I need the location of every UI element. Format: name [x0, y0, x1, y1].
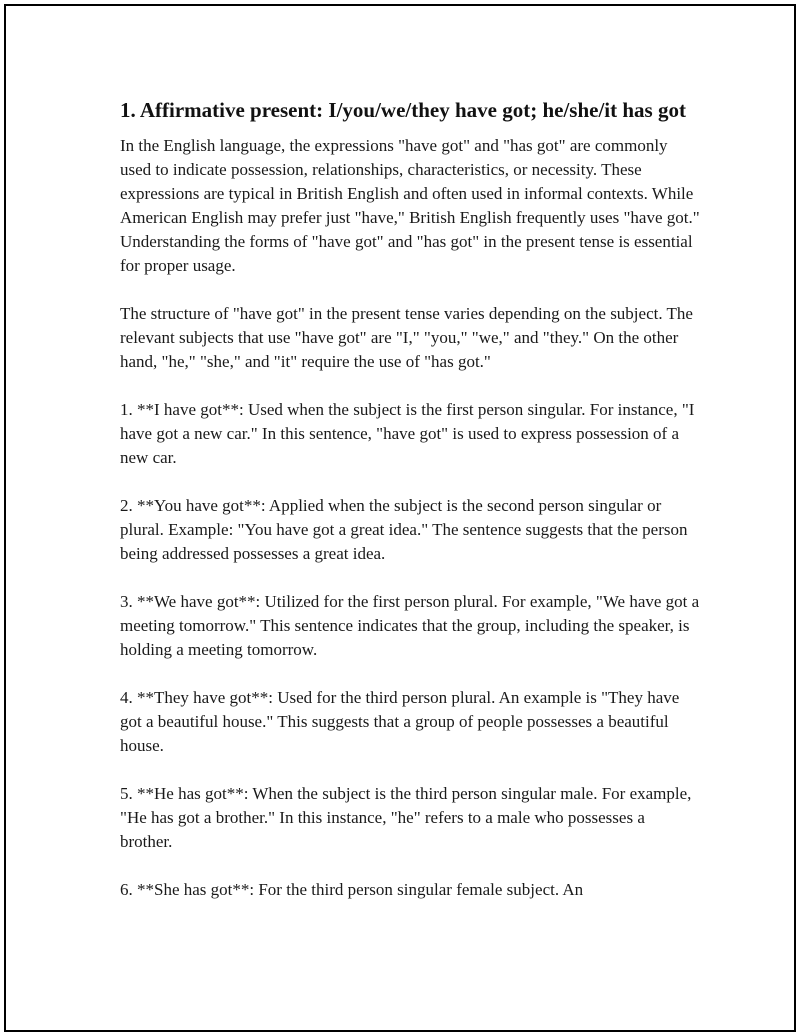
- list-item-we-have-got: 3. **We have got**: Utilized for the first person plural. For example, "We have got a meeting tomorrow." This sentence indicates that the group, including the speaker, is holding a meeting tomorrow.: [120, 592, 700, 659]
- section-heading: 1. Affirmative present: I/you/we/they have got; he/she/it has got: [120, 98, 686, 122]
- paragraph-structure: The structure of "have got" in the present tense varies depending on the subject. The relevant subjects that use "have got" are "I," "you," "we," and "they." On the other hand, "he," "she," and "it" require the use of "has got.": [120, 304, 693, 371]
- document-body: [120, 96, 700, 926]
- list-item-they-have-got: 4. **They have got**: Used for the third person plural. An example is "They have got a beautiful house." This suggests that a group of people possesses a beautiful house.: [120, 688, 680, 755]
- list-item-you-have-got: 2. **You have got**: Applied when the subject is the second person singular or plural. Example: "You have got a great idea." The sentence suggests that the person being addressed possesses a great idea.: [120, 496, 688, 563]
- list-item-she-has-got: 6. **She has got**: For the third person singular female subject. An: [120, 880, 584, 899]
- list-item-i-have-got: 1. **I have got**: Used when the subject is the first person singular. For instance, "I have got a new car." In this sentence, "have got" is used to express possession of a new car.: [120, 400, 695, 467]
- page-frame: [4, 4, 796, 1032]
- paragraph-intro: In the English language, the expressions "have got" and "has got" are commonly used to indicate possession, relationships, characteristics, or necessity. These expressions are typical in British English and often used in informal contexts. While American English may prefer just "have," British English frequently uses "have got." Understanding the forms of "have got" and "has got" in the present tense is essential for proper usage.: [120, 136, 700, 275]
- list-item-he-has-got: 5. **He has got**: When the subject is the third person singular male. For example, "He has got a brother." In this instance, "he" refers to a male who possesses a brother.: [120, 784, 692, 851]
